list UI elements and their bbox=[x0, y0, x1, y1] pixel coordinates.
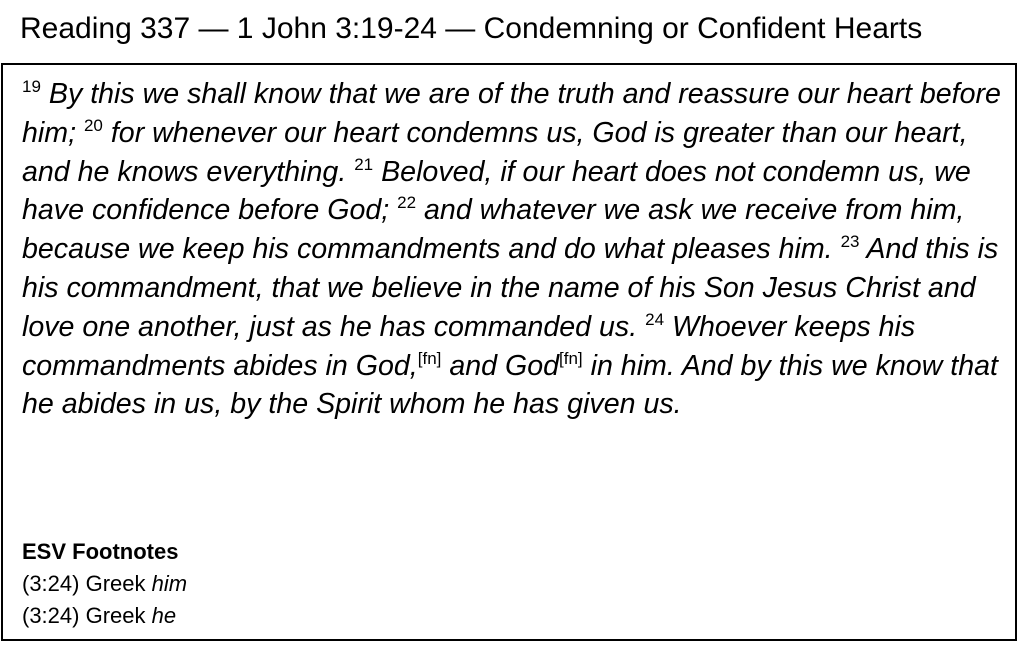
verse-text: in him. And by this we know that he abides in us, by the Spirit whom he has given us. bbox=[22, 349, 998, 421]
passage-box bbox=[1, 63, 1017, 641]
footnote-item bbox=[22, 568, 187, 600]
verse-text: for whenever our heart condemns us, God is greater than our heart, and he knows everything. bbox=[22, 116, 968, 188]
verse-text: and God bbox=[441, 349, 560, 382]
footnote-ref: (3:24) Greek bbox=[22, 603, 152, 628]
verse-number: 20 bbox=[83, 115, 103, 135]
footnote-word: he bbox=[151, 603, 177, 628]
verse-number: 19 bbox=[22, 77, 41, 96]
verse-text: Whoever keeps his commandments abides in God, bbox=[22, 310, 916, 382]
verse-text: and whatever we ask we receive from him, because we keep his commandments and do what pleases him. bbox=[22, 194, 965, 266]
verse-text: And this is his commandment, that we believe in the name of his Son Jesus Christ and love one another, just as he has commanded us. bbox=[22, 233, 999, 343]
verse-number: 23 bbox=[840, 232, 860, 252]
footnote-word: him bbox=[151, 571, 188, 596]
verse-text: By this we shall know that we are of the truth and reassure our heart before him; bbox=[22, 78, 1001, 149]
verse-text: Beloved, if our heart does not condemn us, we have confidence before God; bbox=[22, 155, 971, 227]
footnote-marker-link[interactable]: [fn] bbox=[417, 348, 442, 368]
footnotes-section bbox=[22, 536, 187, 632]
page-title: Reading 337 — 1 John 3:19-24 — Condemning or Confident Hearts bbox=[20, 12, 923, 45]
footnote-item bbox=[22, 600, 187, 632]
verse-number: 21 bbox=[354, 154, 374, 174]
footnote-marker-link[interactable]: [fn] bbox=[559, 348, 583, 368]
footnote-ref: (3:24) Greek bbox=[22, 571, 152, 596]
verse-number: 24 bbox=[645, 309, 665, 329]
footnotes-heading: ESV Footnotes bbox=[22, 539, 179, 564]
scripture-passage bbox=[22, 75, 1012, 424]
verse-number: 22 bbox=[397, 193, 417, 213]
